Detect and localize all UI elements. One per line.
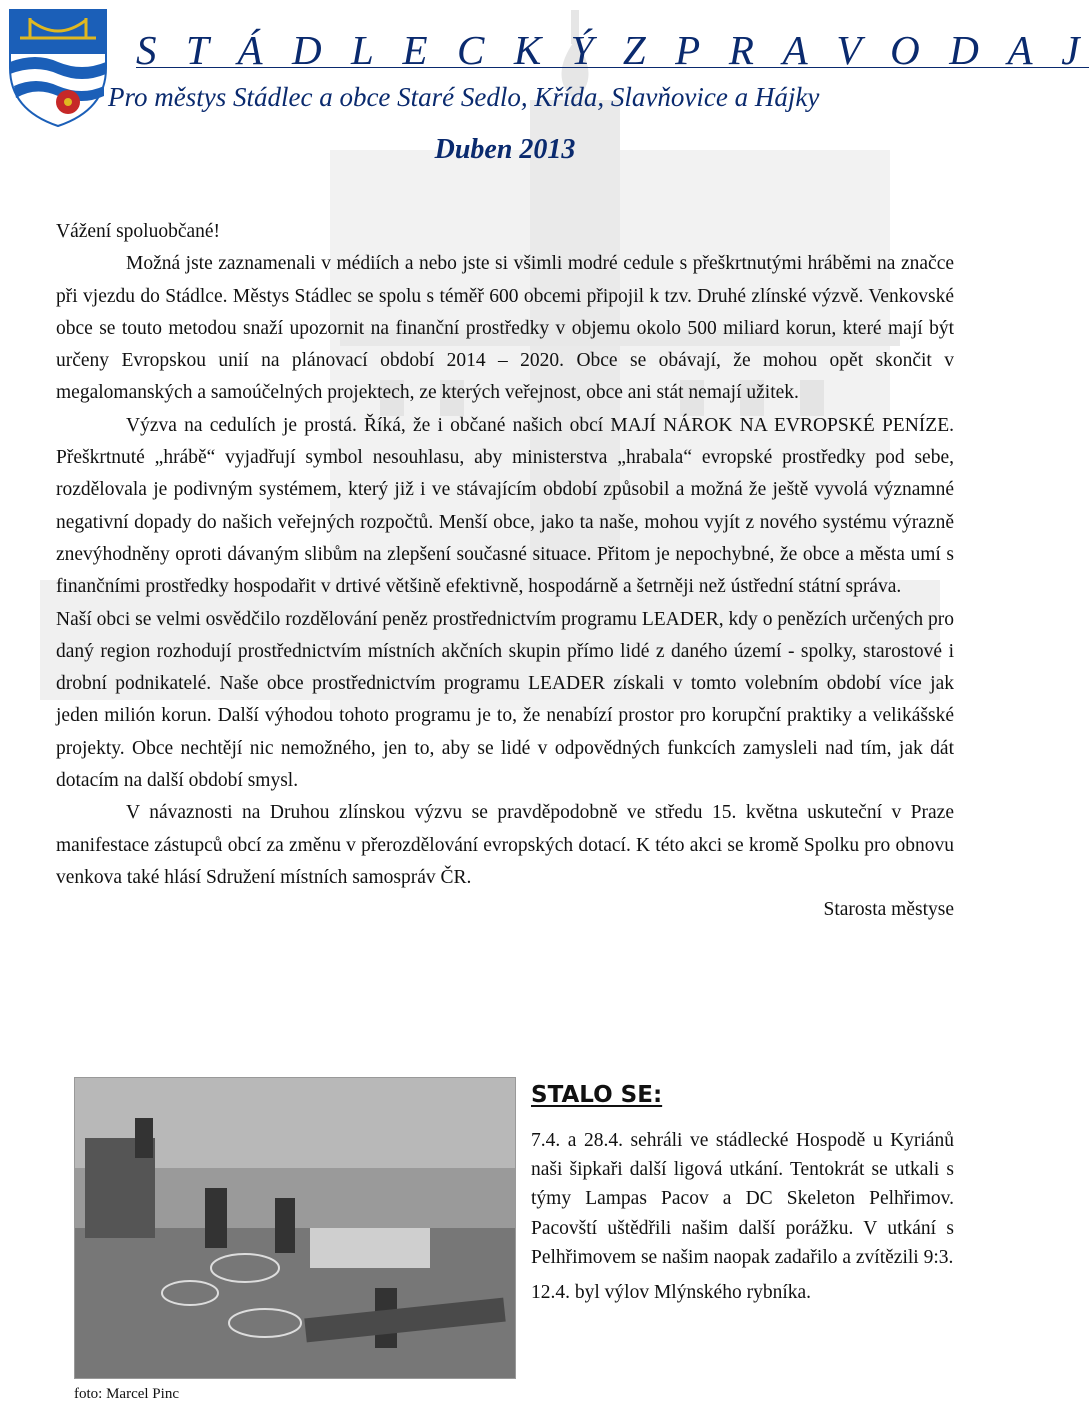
photo-caption: foto: Marcel Pinc [74, 1386, 179, 1402]
newsletter-title: S T Á D L E C K Ý Z P R A V O D A J [136, 27, 1089, 73]
article-paragraph: Naší obci se velmi osvědčilo rozdělování peněz prostřednictvím programu LEADER, kdy o penězích určených pro daný region rozhodují prostřednictvím místních akčních skupin přímo lidé z daného území - spolky, starostové i drobní podnikatelé. Naše obce prostřednictvím programu LEADER získali v tomto volebním období více jak jeden milión korun. Další výhodou tohoto programu je to, že nenabízí prostor pro korupční praktiky a velikášské projekty. Obce nechtějí nic nemožného, jen to, aby se lidé v odpovědných funkcích zamysleli nad tím, jak dát dotacím na další období smysl. [56, 608, 954, 792]
municipal-crest-icon [6, 6, 110, 130]
newsletter-subtitle: Pro městys Stádlec a obce Staré Sedlo, Křída, Slavňovice a Hájky [108, 82, 820, 112]
article-paragraph: V návaznosti na Druhou zlínskou výzvu se pravděpodobně ve středu 15. května uskuteční v Praze manifestace zástupců obcí za změnu v přerozdělování evropských dotací. K této akci se kromě Spolku pro obnovu venkova také hlásí Sdružení místních samospráv ČR. [56, 802, 954, 888]
fish-harvest-photo [74, 1077, 516, 1379]
news-item: 12.4. byl výlov Mlýnského rybníka. [531, 1282, 812, 1304]
greeting: Vážení spoluobčané! [56, 221, 221, 242]
signature: Starosta městyse [823, 899, 954, 921]
news-item: 7.4. a 28.4. sehráli ve stádlecké Hospodě u Kyriánů naši šipkaři další ligová utkání. Tentokrát se utkali s týmy Lampas Pacov a DC Skeleton Pelhřimov. Pacovští uštědřili našim další porážku. V utkání s Pelhřimovem se našim naopak zadařilo a zvítězili 9:3. [531, 1130, 954, 1268]
news-heading: STALO SE: [531, 1082, 663, 1108]
article-paragraph: Výzva na cedulích je prostá. Říká, že i občané našich obcí MAJÍ NÁROK NA EVROPSKÉ PENÍZE. Přeškrtnuté „hrábě“ vyjadřují symbol nesouhlasu, aby ministerstva „hrabala“ evropské prostředky pod sebe, rozdělovala je podivným systémem, který již i ve stávajícím období způsobil a možná že ještě vyvolá významné negativní dopady do našich veřejných rozpočtů. Menší obce, jako ta naše, mohou vyjít z nového systému výrazně znevýhodněny oproti dávaným slibům na zlepšení současné situace. Přitom je nepochybné, že obce a města umí s finančními prostředky hospodařit v drtivé většině efektivně, hospodárně a šetrněji než ústřední státní správa. [56, 414, 954, 598]
news-section [531, 1080, 954, 1307]
article-paragraph: Možná jste zaznamenali v médiích a nebo jste si všimli modré cedule s přeškrtnutými hráběmi na značce při vjezdu do Stádlce. Městys Stádlec se spolu s téměř 600 obcemi připojil k tzv. Druhé zlínské výzvě. Venkovské obce se touto metodou snaží upozornit na finanční prostředky v objemu okolo 500 miliard korun, které mají být určeny Evropskou unií na plánovací období 2014 – 2020. Obce se obávají, že mohou opět skončit v megalomanských a samoúčelných projektech, ze kterých veřejnost, obce ani stát nemají užitek. [56, 253, 954, 404]
issue-date: Duben 2013 [434, 134, 576, 165]
article-body [56, 216, 954, 927]
